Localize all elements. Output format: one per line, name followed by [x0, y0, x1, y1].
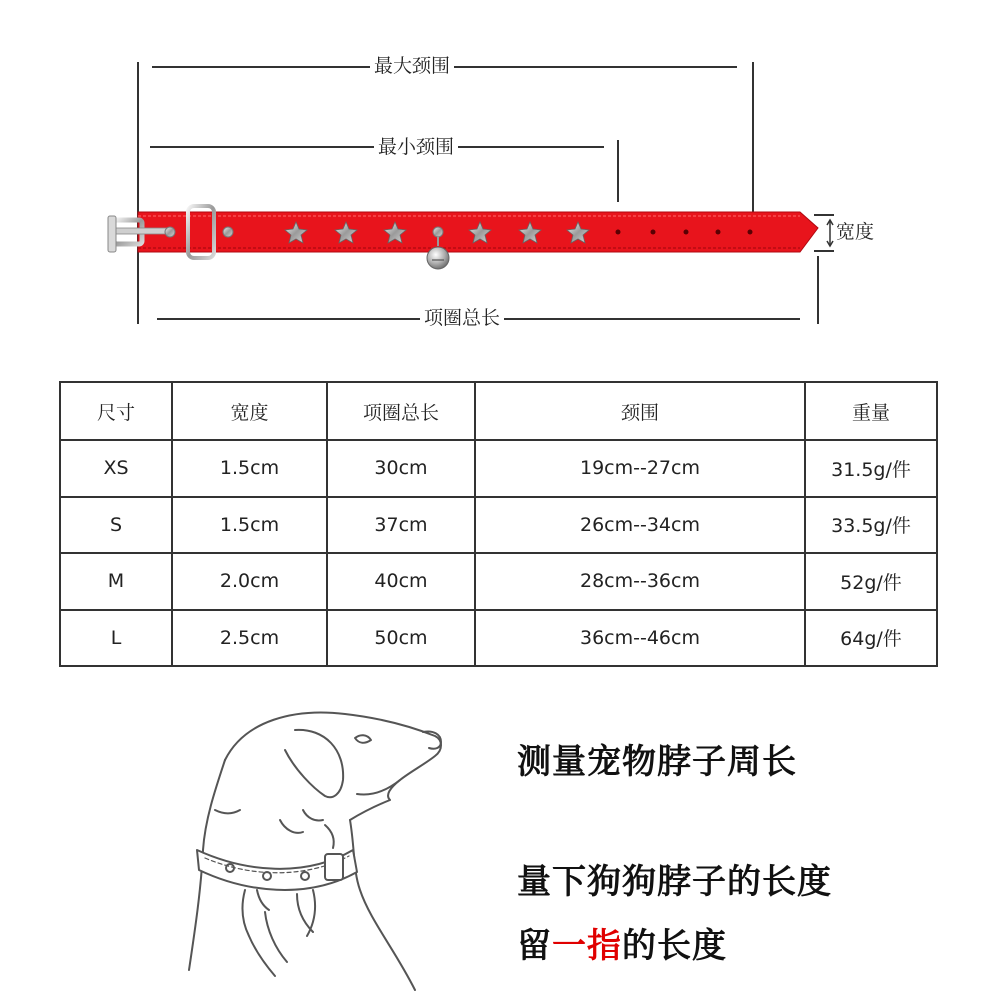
min-neck-label: 最小颈围 — [374, 136, 458, 158]
cell-total-length: 50cm — [327, 610, 475, 667]
cell-neck: 28cm--36cm — [475, 553, 805, 610]
total-length-label: 项圈总长 — [420, 307, 504, 329]
dog-head-outline — [225, 713, 441, 820]
header-total-length: 项圈总长 — [327, 382, 475, 440]
cell-total-length: 37cm — [327, 497, 475, 554]
instruction-leave-prefix: 留 — [517, 926, 552, 966]
dog-eye-icon — [355, 735, 371, 743]
dog-neck-front — [350, 820, 415, 990]
cell-neck: 26cm--34cm — [475, 497, 805, 554]
size-table — [59, 381, 938, 667]
width-label: 宽度 — [836, 221, 875, 243]
max-neck-label: 最大颈围 — [370, 55, 454, 77]
cell-width: 2.0cm — [172, 553, 327, 610]
instruction-leave-finger — [517, 918, 727, 967]
table-row — [60, 610, 937, 667]
dog-ear-outline — [285, 730, 343, 797]
cell-width: 1.5cm — [172, 497, 327, 554]
cell-width: 2.5cm — [172, 610, 327, 667]
cell-size: S — [60, 497, 172, 554]
cell-weight: 33.5g/件 — [805, 497, 937, 554]
right-hand-icon — [265, 890, 315, 962]
cell-weight: 31.5g/件 — [805, 440, 937, 497]
header-width: 宽度 — [172, 382, 327, 440]
header-weight: 重量 — [805, 382, 937, 440]
cell-width: 1.5cm — [172, 440, 327, 497]
cell-total-length: 30cm — [327, 440, 475, 497]
cell-size: L — [60, 610, 172, 667]
dog-measuring-illustration — [185, 700, 475, 1000]
cell-size: M — [60, 553, 172, 610]
instruction-leave-suffix: 的长度 — [622, 926, 727, 966]
collar-illustration — [100, 190, 840, 290]
table-header-row — [60, 382, 937, 440]
table-row — [60, 553, 937, 610]
instruction-measure-length: 量下狗狗脖子的长度 — [517, 862, 832, 902]
cell-total-length: 40cm — [327, 553, 475, 610]
instruction-measure-neck: 测量宠物脖子周长 — [517, 742, 797, 782]
cell-neck: 36cm--46cm — [475, 610, 805, 667]
table-row — [60, 440, 937, 497]
header-size: 尺寸 — [60, 382, 172, 440]
header-neck: 颈围 — [475, 382, 805, 440]
table-row — [60, 497, 937, 554]
dog-collar-icon — [197, 850, 357, 890]
cell-size: XS — [60, 440, 172, 497]
cell-neck: 19cm--27cm — [475, 440, 805, 497]
cell-weight: 64g/件 — [805, 610, 937, 667]
instruction-leave-highlight: 一指 — [552, 926, 622, 966]
cell-weight: 52g/件 — [805, 553, 937, 610]
